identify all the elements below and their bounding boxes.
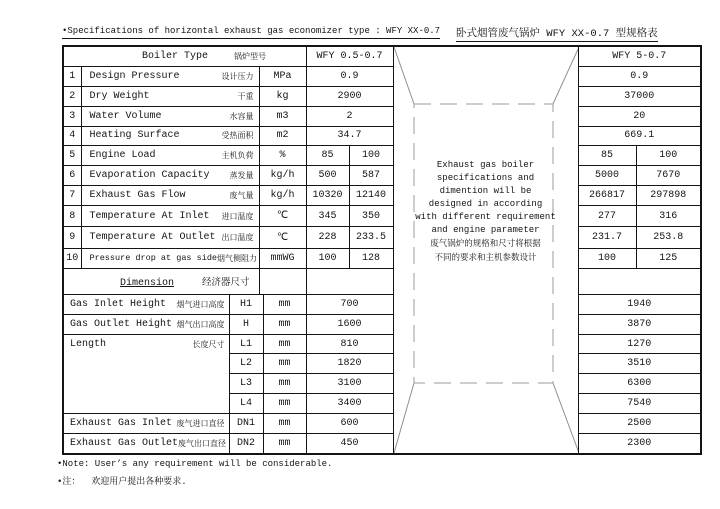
- table-header-row: [63, 46, 701, 67]
- dim-name-en: Exhaust Gas Inlet: [70, 417, 173, 429]
- boiler-type-label-zh: 锅炉型号: [234, 53, 267, 63]
- dim-symbol: L4: [229, 394, 263, 414]
- value-right: 1940: [578, 295, 701, 315]
- dim-name-cell: [63, 413, 229, 433]
- param-name-cell: [81, 67, 259, 87]
- middle-note-line: with different requirement: [415, 212, 556, 222]
- unit-cell: kg/h: [259, 166, 306, 186]
- unit-cell: m3: [259, 106, 306, 126]
- param-name-cell: [81, 126, 259, 146]
- param-name-cell: [81, 227, 259, 248]
- table-row: [63, 166, 701, 186]
- boiler-type-header-cell: [63, 46, 306, 67]
- dim-name-en: Gas Outlet Height: [70, 318, 173, 330]
- unit-cell: mm: [263, 413, 306, 433]
- value-right-2: 316: [636, 205, 701, 226]
- dimension-label-en: Dimension: [120, 277, 175, 289]
- param-name-cell: [81, 205, 259, 226]
- value-right-1: 85: [578, 146, 636, 166]
- dim-name-cell: [63, 295, 229, 315]
- unit-cell: mm: [263, 354, 306, 374]
- param-name-en: Water Volume: [89, 110, 162, 122]
- param-name-zh: 进口温度: [221, 212, 254, 222]
- table-row: [63, 248, 701, 268]
- middle-note-line: dimention will be: [439, 186, 532, 196]
- param-name-zh: 受热面积: [221, 132, 254, 142]
- row-number: 2: [63, 86, 81, 106]
- table-row: [63, 205, 701, 226]
- param-name-cell: [81, 86, 259, 106]
- middle-note: [394, 159, 578, 265]
- row-number: 7: [63, 186, 81, 206]
- param-name-en: Engine Load: [89, 150, 156, 162]
- param-name-cell: [81, 106, 259, 126]
- param-name-zh: 水容量: [229, 112, 254, 122]
- empty-cell: [259, 268, 306, 294]
- value-left-2: 587: [349, 166, 393, 186]
- table-row: [63, 146, 701, 166]
- page-title-english: •Specifications of horizontal exhaust gas economizer type : WFY XX-0.7: [62, 26, 440, 39]
- param-name-zh: 出口温度: [221, 234, 254, 244]
- unit-cell: kg/h: [259, 186, 306, 206]
- value-left-2: 233.5: [349, 227, 393, 248]
- empty-cell: [306, 268, 393, 294]
- middle-note-line: designed in according: [428, 199, 543, 209]
- value-right: 7540: [578, 394, 701, 414]
- value-left: 450: [306, 433, 393, 454]
- value-left: 2900: [306, 86, 393, 106]
- param-name-en: Temperature At Inlet: [89, 210, 210, 222]
- param-name-en: Evaporation Capacity: [89, 170, 210, 182]
- value-left: 810: [306, 334, 393, 354]
- dim-name-en: Length: [70, 338, 107, 350]
- param-name-zh: 烟气侧阻力: [217, 254, 258, 264]
- param-name-cell: [81, 146, 259, 166]
- param-name-zh: 干重: [237, 92, 254, 102]
- row-number: 10: [63, 248, 81, 268]
- row-number: 4: [63, 126, 81, 146]
- value-right: 20: [578, 106, 701, 126]
- param-name-en: Exhaust Gas Flow: [89, 189, 186, 201]
- value-left: 3100: [306, 374, 393, 394]
- value-left-1: 85: [306, 146, 349, 166]
- dim-symbol: L2: [229, 354, 263, 374]
- value-right-2: 253.8: [636, 227, 701, 248]
- value-right: 669.1: [578, 126, 701, 146]
- param-name-en: Temperature At Outlet: [89, 232, 216, 244]
- table-row: [63, 334, 701, 354]
- model-right-header: WFY 5-0.7: [578, 46, 701, 67]
- unit-cell: kg: [259, 86, 306, 106]
- value-right-1: 5000: [578, 166, 636, 186]
- value-left: 0.9: [306, 67, 393, 87]
- value-left-1: 228: [306, 227, 349, 248]
- value-left-2: 350: [349, 205, 393, 226]
- model-left-header: WFY 0.5-0.7: [306, 46, 393, 67]
- middle-note-line: and engine parameter: [431, 225, 540, 235]
- dim-name-en: Gas Inlet Height: [70, 298, 167, 310]
- param-name-cell: [81, 166, 259, 186]
- value-left-1: 500: [306, 166, 349, 186]
- dim-name-zh: 烟气进口高度: [176, 300, 225, 310]
- value-left: 3400: [306, 394, 393, 414]
- value-right: 0.9: [578, 67, 701, 87]
- table-row: [63, 295, 701, 315]
- param-name-en: Pressure drop at gas side: [89, 253, 218, 264]
- middle-note-line-zh: 不同的要求和主机参数设计: [434, 253, 537, 263]
- unit-cell: ℃: [259, 227, 306, 248]
- table-row: [63, 67, 701, 87]
- middle-drawing-cell: [393, 46, 578, 454]
- table-row: [63, 227, 701, 248]
- value-left: 600: [306, 413, 393, 433]
- row-number: 8: [63, 205, 81, 226]
- value-right: 2500: [578, 413, 701, 433]
- table-row: [63, 186, 701, 206]
- value-right: 6300: [578, 374, 701, 394]
- dim-symbol: H: [229, 314, 263, 334]
- value-right-1: 277: [578, 205, 636, 226]
- middle-note-line: Exhaust gas boiler: [436, 160, 535, 170]
- dim-symbol: L1: [229, 334, 263, 354]
- dim-symbol: DN1: [229, 413, 263, 433]
- value-left: 34.7: [306, 126, 393, 146]
- dimension-header-cell: [63, 268, 259, 294]
- unit-cell: MPa: [259, 67, 306, 87]
- value-right-2: 297898: [636, 186, 701, 206]
- param-name-zh: 设计压力: [221, 73, 254, 83]
- table-row: [63, 314, 701, 334]
- dimension-header-row: [63, 268, 701, 294]
- dim-name-en: Exhaust Gas Outlet: [70, 437, 179, 449]
- value-left-2: 128: [349, 248, 393, 268]
- middle-note-line-zh: 废气锅炉的规格和尺寸将根据: [430, 239, 541, 249]
- unit-cell: %: [259, 146, 306, 166]
- value-right: 37000: [578, 86, 701, 106]
- middle-note-line: specifications and: [436, 173, 535, 183]
- param-name-en: Design Pressure: [89, 71, 180, 83]
- value-left-2: 12140: [349, 186, 393, 206]
- unit-cell: mm: [263, 334, 306, 354]
- dim-name-cell: [63, 334, 229, 413]
- dim-symbol: H1: [229, 295, 263, 315]
- value-right-2: 125: [636, 248, 701, 268]
- unit-cell: mm: [263, 295, 306, 315]
- table-row: [63, 433, 701, 454]
- value-right: 1270: [578, 334, 701, 354]
- value-right-2: 7670: [636, 166, 701, 186]
- boiler-type-label-en: Boiler Type: [142, 51, 209, 63]
- footnote-chinese: •注： 欢迎用户提出各种要求.: [57, 477, 187, 487]
- value-left: 2: [306, 106, 393, 126]
- table-row: [63, 106, 701, 126]
- value-left: 700: [306, 295, 393, 315]
- param-name-cell: [81, 248, 259, 268]
- page-title-chinese: 卧式烟管废气锅炉 WFY XX-0.7 型规格表: [456, 25, 658, 42]
- value-right-1: 266817: [578, 186, 636, 206]
- row-number: 6: [63, 166, 81, 186]
- unit-cell: mmWG: [259, 248, 306, 268]
- table-row: [63, 86, 701, 106]
- dim-name-cell: [63, 314, 229, 334]
- unit-cell: mm: [263, 394, 306, 414]
- row-number: 1: [63, 67, 81, 87]
- unit-cell: mm: [263, 314, 306, 334]
- value-left-2: 100: [349, 146, 393, 166]
- value-right-1: 100: [578, 248, 636, 268]
- row-number: 3: [63, 106, 81, 126]
- table-row: [63, 126, 701, 146]
- unit-cell: mm: [263, 374, 306, 394]
- dim-name-cell: [63, 433, 229, 454]
- param-name-zh: 主机负荷: [221, 152, 254, 162]
- value-right: 3510: [578, 354, 701, 374]
- empty-cell: [578, 268, 701, 294]
- value-right-2: 100: [636, 146, 701, 166]
- value-left: 1820: [306, 354, 393, 374]
- value-left-1: 10320: [306, 186, 349, 206]
- value-right: 2300: [578, 433, 701, 454]
- dimension-label-zh: 经济器尺寸: [202, 276, 250, 288]
- value-left: 1600: [306, 314, 393, 334]
- value-right-1: 231.7: [578, 227, 636, 248]
- dim-name-zh: 废气进口直径: [176, 419, 225, 429]
- unit-cell: ℃: [259, 205, 306, 226]
- row-number: 9: [63, 227, 81, 248]
- table-row: [63, 413, 701, 433]
- param-name-zh: 废气量: [229, 191, 254, 201]
- param-name-cell: [81, 186, 259, 206]
- param-name-en: Dry Weight: [89, 90, 150, 102]
- spec-table: [62, 45, 702, 455]
- unit-cell: mm: [263, 433, 306, 454]
- value-left-1: 100: [306, 248, 349, 268]
- dim-symbol: L3: [229, 374, 263, 394]
- dim-name-zh: 废气出口直径: [178, 439, 227, 449]
- value-right: 3870: [578, 314, 701, 334]
- dim-symbol: DN2: [229, 433, 263, 454]
- footnote-english: •Note: User’s any requirement will be considerable.: [57, 459, 333, 469]
- value-left-1: 345: [306, 205, 349, 226]
- dim-name-zh: 长度尺寸: [192, 340, 225, 350]
- unit-cell: m2: [259, 126, 306, 146]
- row-number: 5: [63, 146, 81, 166]
- param-name-zh: 蒸发量: [229, 172, 254, 182]
- param-name-en: Heating Surface: [89, 130, 180, 142]
- dim-name-zh: 烟气出口高度: [176, 320, 225, 330]
